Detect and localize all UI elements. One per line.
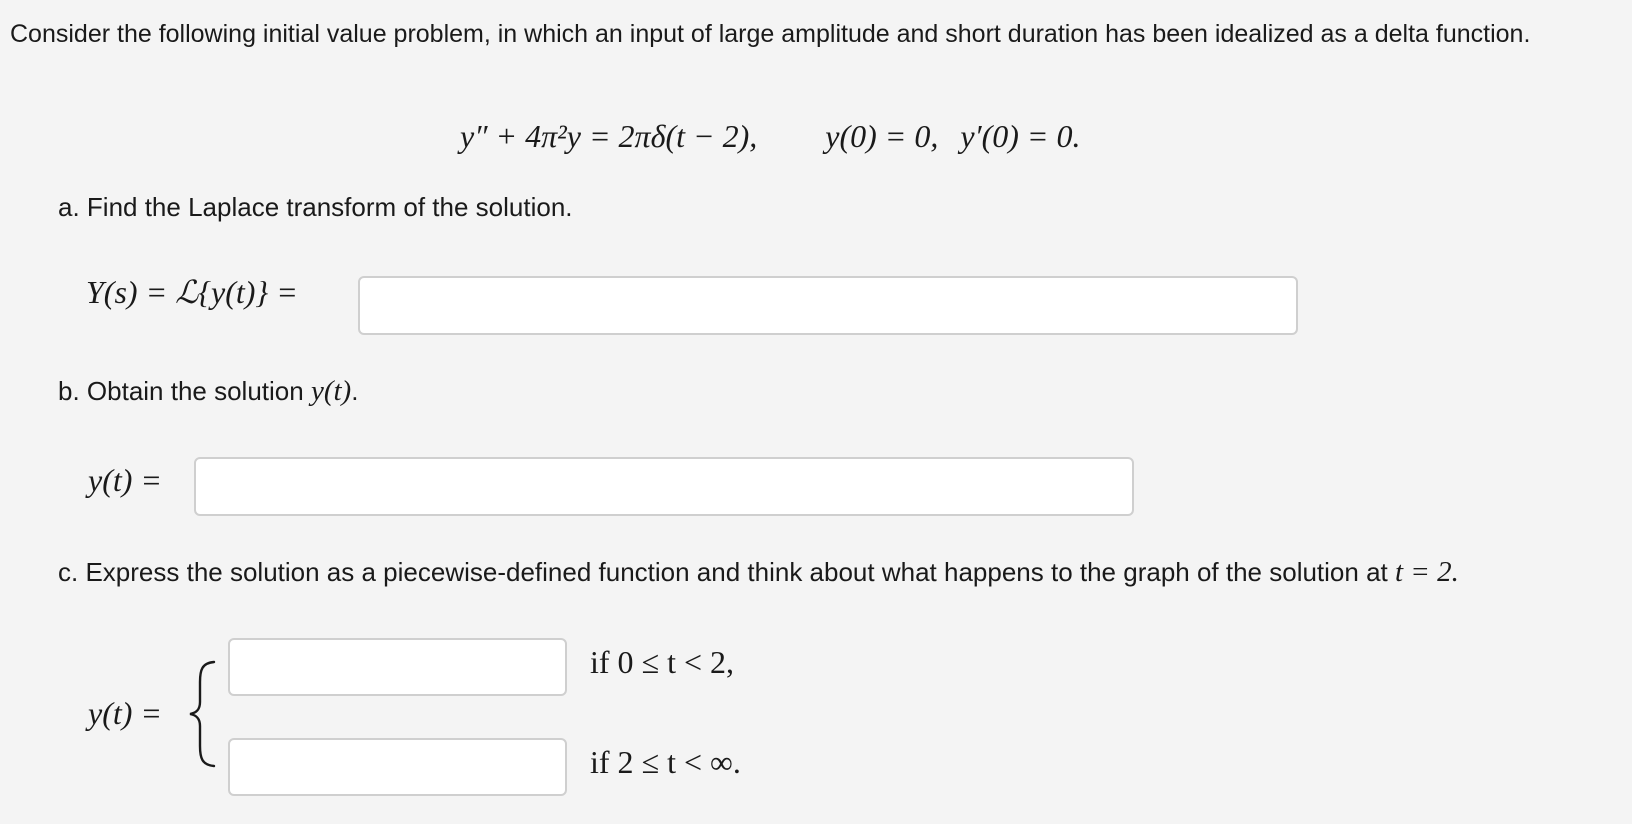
part-c-lhs: y(t) =: [88, 695, 162, 731]
part-c-label-math: t = 2.: [1394, 556, 1459, 588]
part-b-label-end: .: [351, 376, 359, 406]
ode-expression: y″ + 4π²y = 2πδ(t − 2),: [460, 118, 758, 154]
solution-answer-input[interactable]: [194, 457, 1134, 516]
piecewise-answer-input-1[interactable]: [228, 638, 567, 696]
problem-intro: Consider the following initial value problem, in which an input of large amplitude and short duration has been idealized as a delta function.: [10, 20, 1531, 48]
left-brace-icon: [188, 660, 218, 768]
piecewise-condition-2: if 2 ≤ t < ∞.: [590, 744, 741, 780]
part-b-lhs: y(t) =: [88, 462, 162, 498]
part-b-label-math: y(t): [310, 375, 352, 407]
part-c-label-text: c. Express the solution as a piecewise-defined function and think about what happens to the graph of the solution at: [58, 557, 1395, 587]
initial-condition-yprime: y′(0) = 0.: [960, 118, 1081, 154]
part-a-label: a. Find the Laplace transform of the solution.: [58, 192, 573, 222]
ivp-equation: [460, 118, 1080, 155]
piecewise-answer-input-2[interactable]: [228, 738, 567, 796]
part-c-label: [58, 556, 1459, 589]
part-b-label-text: b. Obtain the solution: [58, 376, 311, 406]
piecewise-condition-1: if 0 ≤ t < 2,: [590, 644, 735, 680]
part-b-label: [58, 375, 358, 408]
part-a-lhs: Y(s) = ℒ{y(t)} =: [86, 274, 298, 310]
laplace-transform-answer-input[interactable]: [358, 276, 1298, 335]
initial-condition-y: y(0) = 0,: [825, 118, 939, 154]
